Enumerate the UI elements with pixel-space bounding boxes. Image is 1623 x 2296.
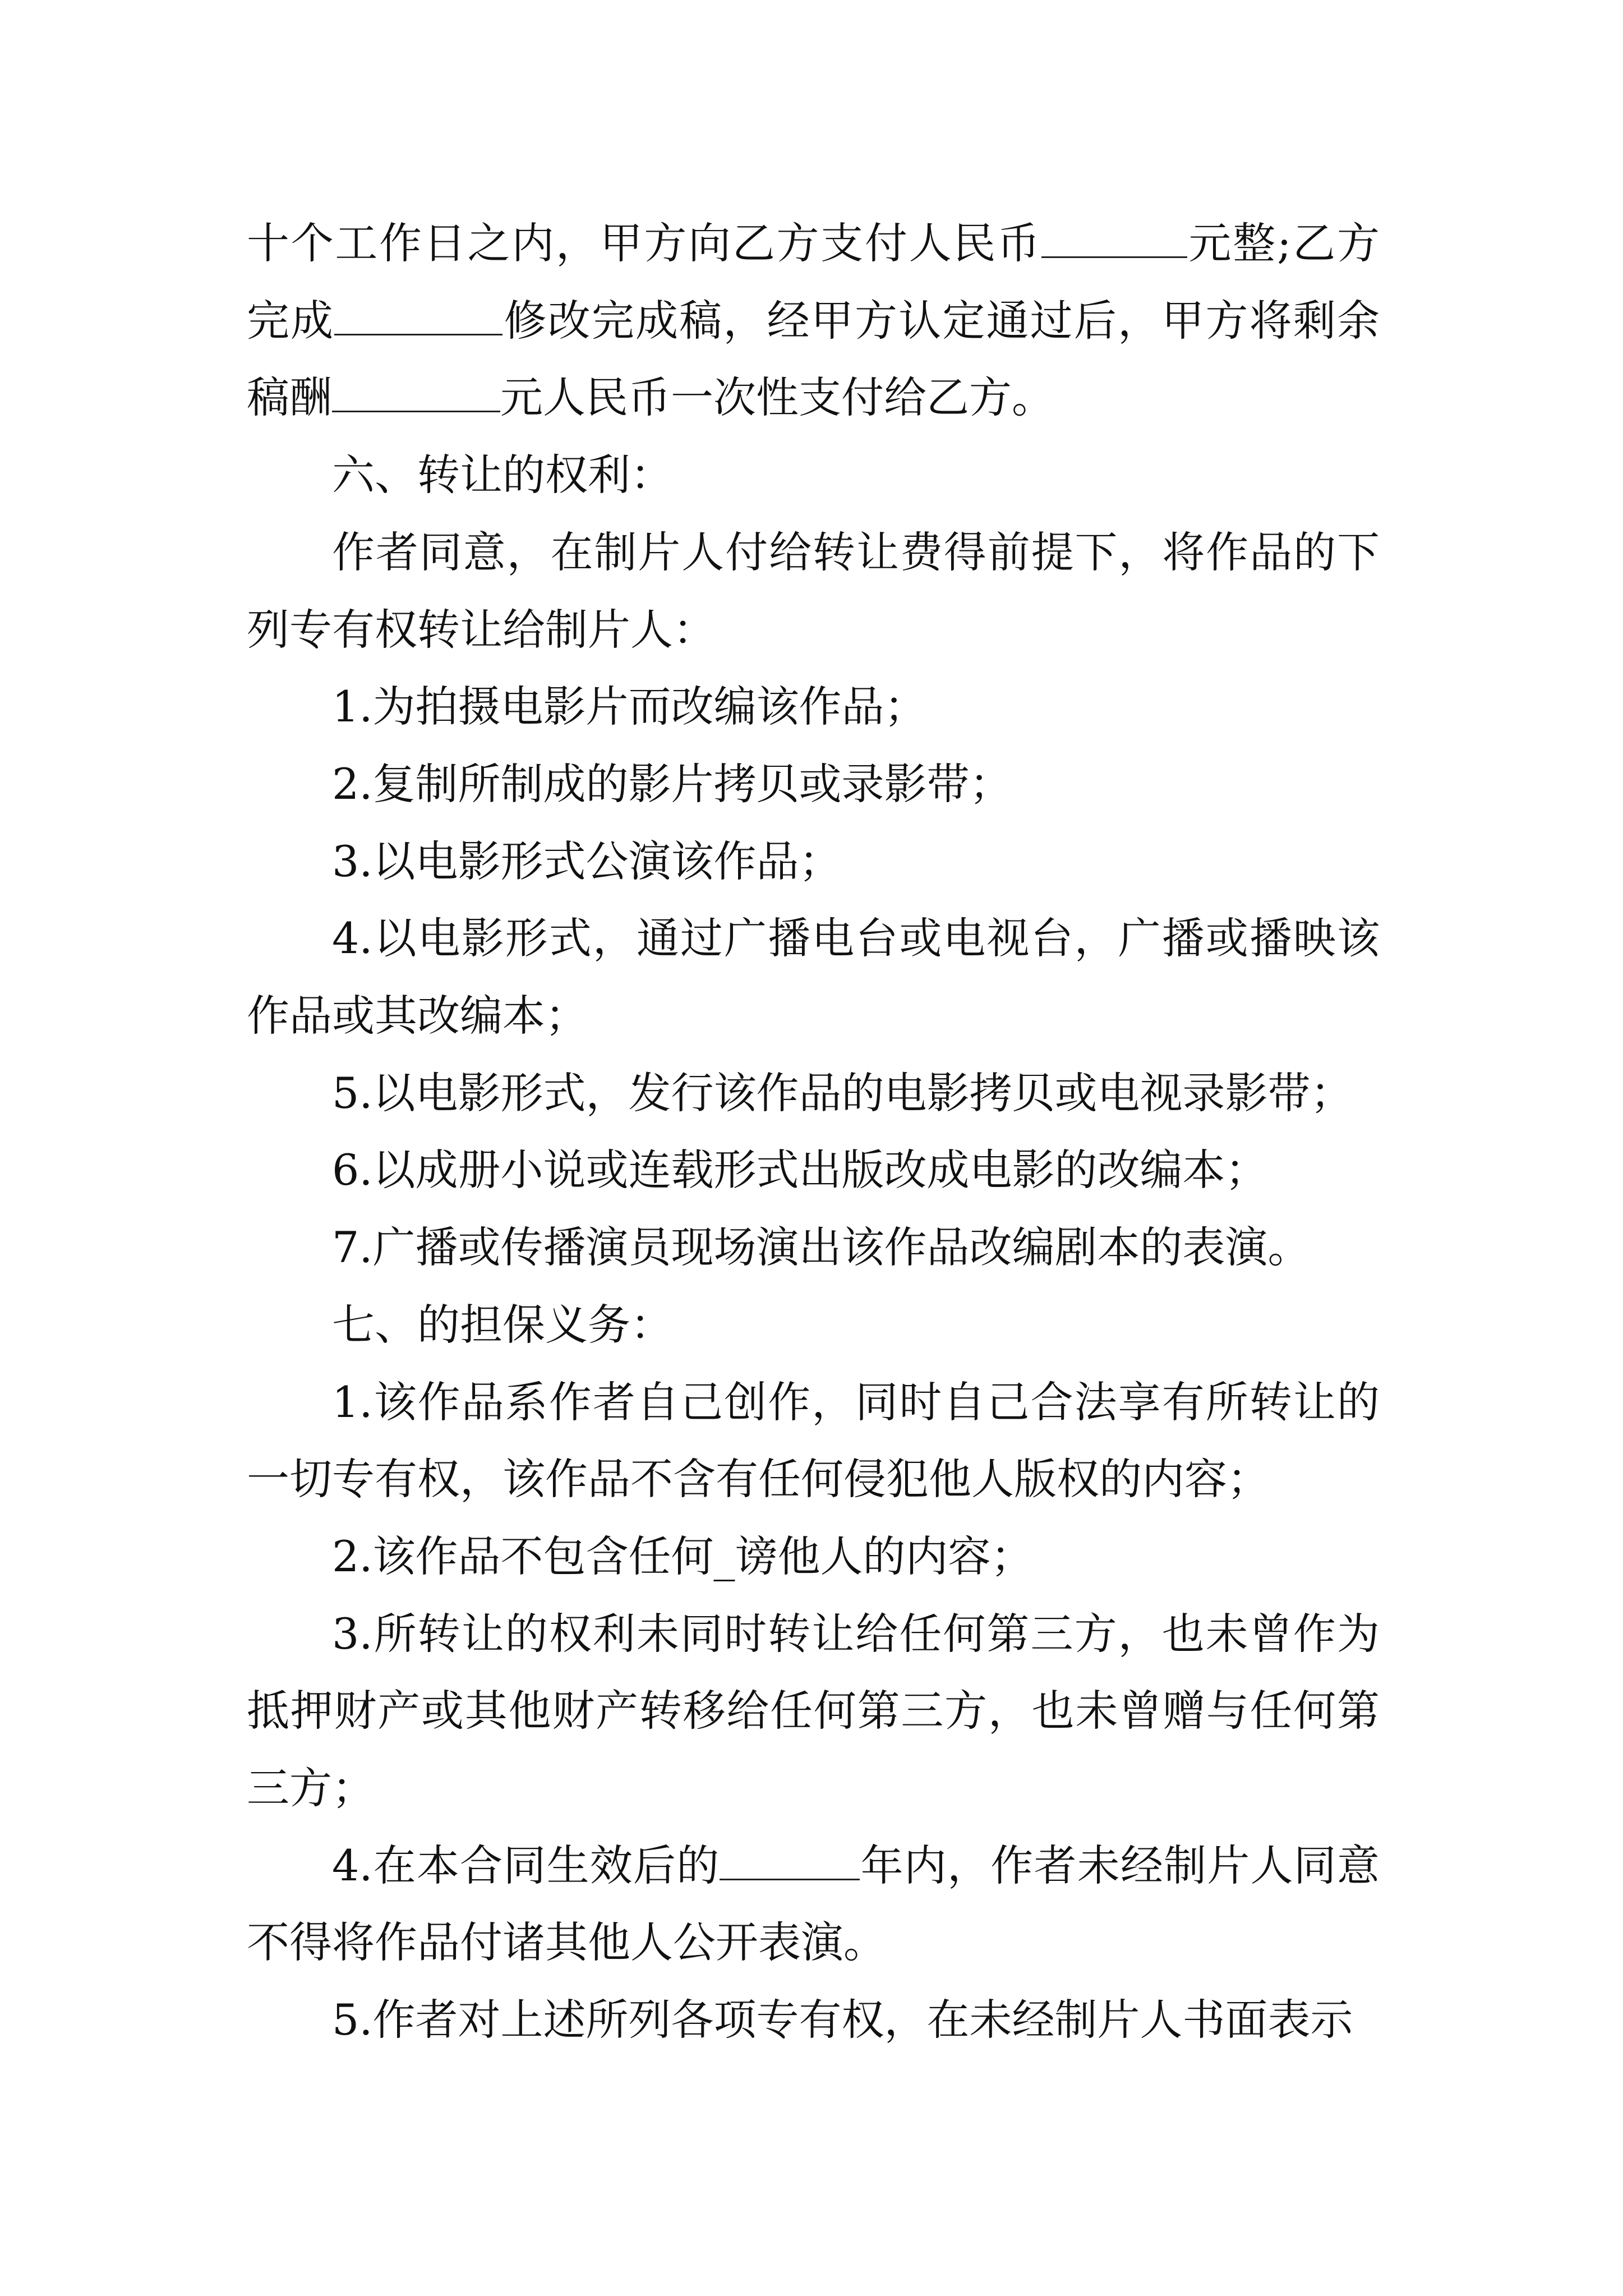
section-6-item-4: 4.以电影形式，通过广播电台或电视台，广播或播映该作品或其改编本； bbox=[247, 913, 1380, 1041]
item-4-text-2: 年内，作者未经制片人同意不得将作品付诸其他人公开表演。 bbox=[247, 1840, 1380, 1968]
remaining-fee-blank bbox=[332, 372, 500, 412]
payment-text-4: 元人民币一次性支付给乙方。 bbox=[500, 372, 1054, 423]
section-6-item-5: 5.以电影形式，发行该作品的电影拷贝或电视录影带； bbox=[332, 1068, 1353, 1118]
section-7-item-1: 1.该作品系作者自己创作，同时自己合法享有所转让的一切专有权，该作品不含有任何侵犯他人版权的内容； bbox=[247, 1377, 1380, 1504]
amount-blank-1 bbox=[1041, 218, 1187, 258]
years-blank bbox=[720, 1840, 860, 1880]
completion-blank bbox=[334, 295, 502, 335]
section-6-item-3: 3.以电影形式公演该作品； bbox=[332, 836, 842, 886]
section-6-item-7: 7.广播或传播演员现场演出该作品改编剧本的表演。 bbox=[332, 1222, 1311, 1273]
section-6-item-1: 1.为拍摄电影片而改编该作品； bbox=[332, 682, 927, 732]
payment-text-2: 元整;乙方完成 bbox=[247, 218, 1380, 346]
section-7-item-2: 2.该作品不包含任何_谤他人的内容； bbox=[332, 1531, 1034, 1581]
document-body bbox=[247, 205, 1380, 2059]
section-7-item-5: 5.作者对上述所列各项专有权，在未经制片人书面表示 bbox=[332, 1995, 1353, 2045]
section-7-item-4 bbox=[247, 1827, 1380, 1981]
payment-text-3: 修改完成稿，经甲方认定通过后，甲方将剩余稿酬 bbox=[247, 295, 1380, 423]
section-7-heading: 七、的担保义务： bbox=[332, 1299, 673, 1350]
section-7-item-3: 3.所转让的权利未同时转让给任何第三方，也未曾作为抵押财产或其他财产转移给任何第三方，也未曾赠与任何第三方； bbox=[247, 1608, 1380, 1814]
payment-text-1: 十个工作日之内，甲方向乙方支付人民币 bbox=[247, 218, 1041, 268]
section-6-item-2: 2.复制所制成的影片拷贝或录影带； bbox=[332, 758, 1012, 809]
section-6-intro: 作者同意，在制片人付给转让费得前提下，将作品的下列专有权转让给制片人： bbox=[247, 527, 1380, 655]
payment-terms-paragraph bbox=[247, 205, 1380, 436]
section-6-heading: 六、转让的权利： bbox=[332, 450, 673, 500]
item-4-text-1: 4.在本合同生效后的 bbox=[332, 1840, 720, 1890]
section-6-item-6: 6.以成册小说或连载形式出版改成电影的改编本； bbox=[332, 1145, 1268, 1195]
